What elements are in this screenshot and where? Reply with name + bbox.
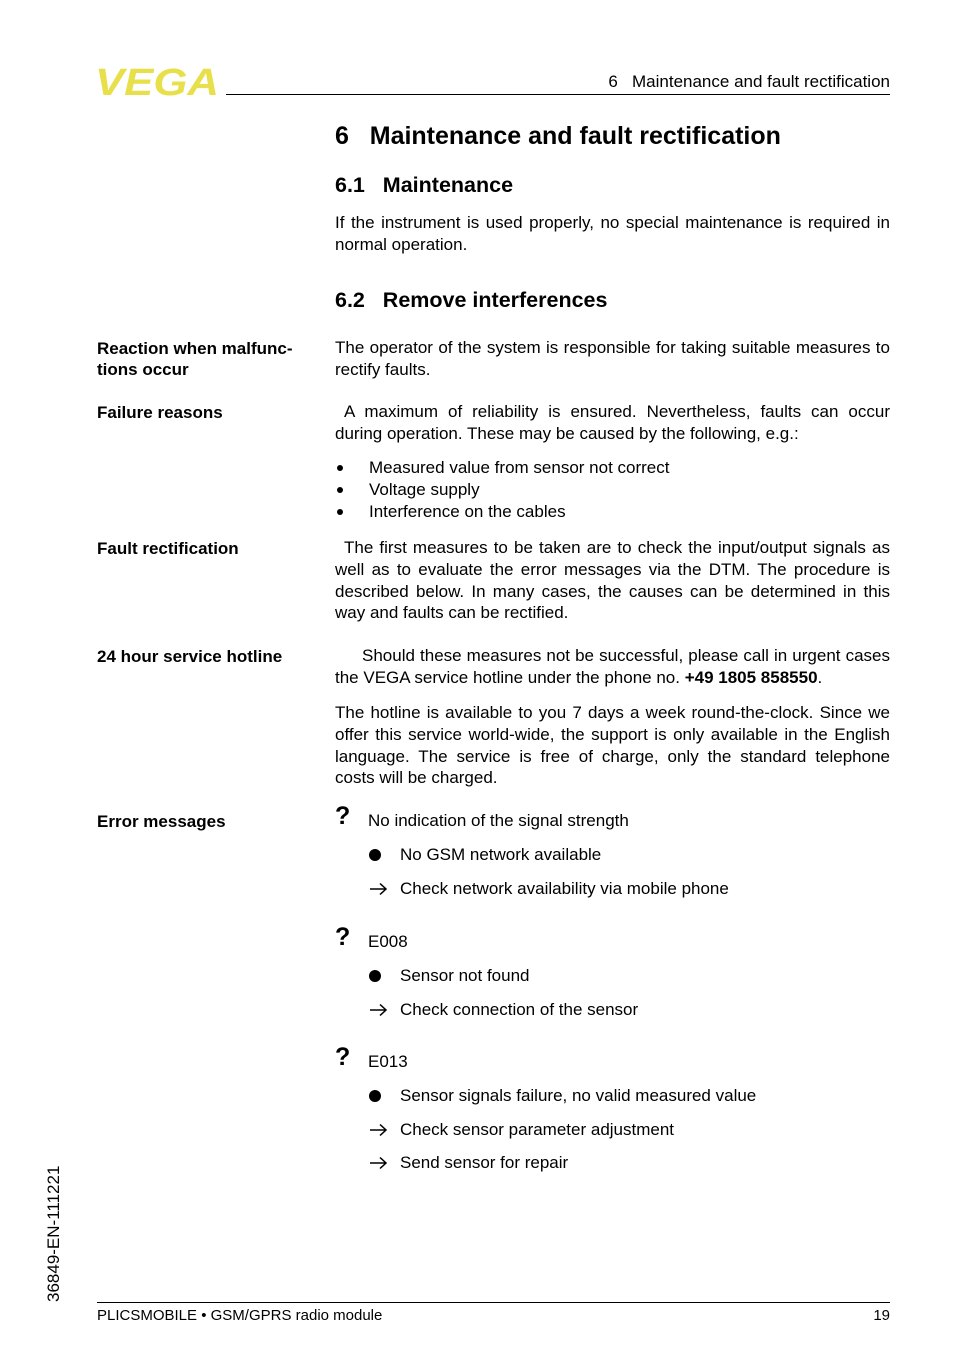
list-item: Measured value from sensor not correct (335, 457, 890, 479)
header-rule (226, 94, 890, 95)
error-action: Send sensor for repair (369, 1153, 568, 1173)
arrow-right-icon (369, 1003, 389, 1017)
reaction-label: Reaction when malfunc- tions occur (97, 339, 293, 379)
error-title: No indication of the signal strength (368, 811, 629, 830)
vega-logo-text: VEGA (95, 64, 219, 98)
section-maintenance-title: 6.1 Maintenance (335, 173, 514, 197)
hotline-text: Should these measures not be successful, please call in urgent cases the VEGA service hotline under the phone no. +49 1805 858550. (335, 646, 890, 687)
rectification-text: The first measures to be taken are to check the input/output signals as well as to evaluate the error messages via the DTM. The procedure is described below. In many cases, the causes can be determined in this way and faults can be rectified. (335, 538, 890, 623)
cause-bullet-icon (369, 970, 381, 982)
page-number: 19 (873, 1307, 890, 1324)
header-section-title: 6 Maintenance and fault rectification (608, 72, 890, 91)
error-action: Check network availability via mobile phone (369, 879, 729, 899)
footer-product: PLICSMOBILE • GSM/GPRS radio module (97, 1307, 383, 1324)
footer-rule (97, 1302, 890, 1303)
error-title: E008 (368, 932, 408, 951)
error-cause: No GSM network available (369, 845, 601, 865)
maintenance-text: If the instrument is used properly, no special maintenance is required in normal operation. (335, 213, 890, 254)
hotline-phone: +49 1805 858550 (684, 667, 818, 687)
bullet-icon (337, 487, 343, 493)
error-title: E013 (368, 1052, 408, 1071)
hotline-label: 24 hour service hotline (97, 647, 283, 666)
error-messages-label: Error messages (97, 812, 226, 831)
question-icon: ? (335, 923, 351, 951)
doc-code: 36849-EN-111221 (44, 1165, 63, 1302)
failure-bullet-list (335, 457, 890, 523)
bullet-icon (337, 509, 343, 515)
error-cause: Sensor not found (369, 966, 529, 986)
arrow-right-icon (369, 1156, 389, 1170)
failure-label: Failure reasons (97, 403, 223, 422)
hotline-text-2: The hotline is available to you 7 days a week round-the-clock. Since we offer this service world-wide, the support is only available in the English language. The service is free of charge, only the standard telephone costs will be charged. (335, 703, 890, 788)
error-action: Check sensor parameter adjustment (369, 1120, 674, 1140)
reaction-text: The operator of the system is responsible for taking suitable measures to rectify faults. (335, 338, 890, 379)
arrow-right-icon (369, 1123, 389, 1137)
chapter-title: 6 Maintenance and fault rectification (335, 122, 781, 150)
cause-bullet-icon (369, 1090, 381, 1102)
section-interferences-title: 6.2 Remove interferences (335, 288, 608, 312)
cause-bullet-icon (369, 849, 381, 861)
error-action: Check connection of the sensor (369, 1000, 638, 1020)
list-item: Interference on the cables (335, 501, 890, 523)
question-icon: ? (335, 1043, 351, 1071)
failure-text: A maximum of reliability is ensured. Nevertheless, faults can occur during operation. These may be caused by the following, e.g.: (335, 402, 890, 443)
error-cause: Sensor signals failure, no valid measured value (369, 1086, 756, 1106)
question-icon: ? (335, 802, 351, 830)
bullet-icon (337, 465, 343, 471)
list-item: Voltage supply (335, 479, 890, 501)
arrow-right-icon (369, 882, 389, 896)
vega-logo (95, 64, 221, 98)
rectification-label: Fault rectification (97, 539, 239, 558)
